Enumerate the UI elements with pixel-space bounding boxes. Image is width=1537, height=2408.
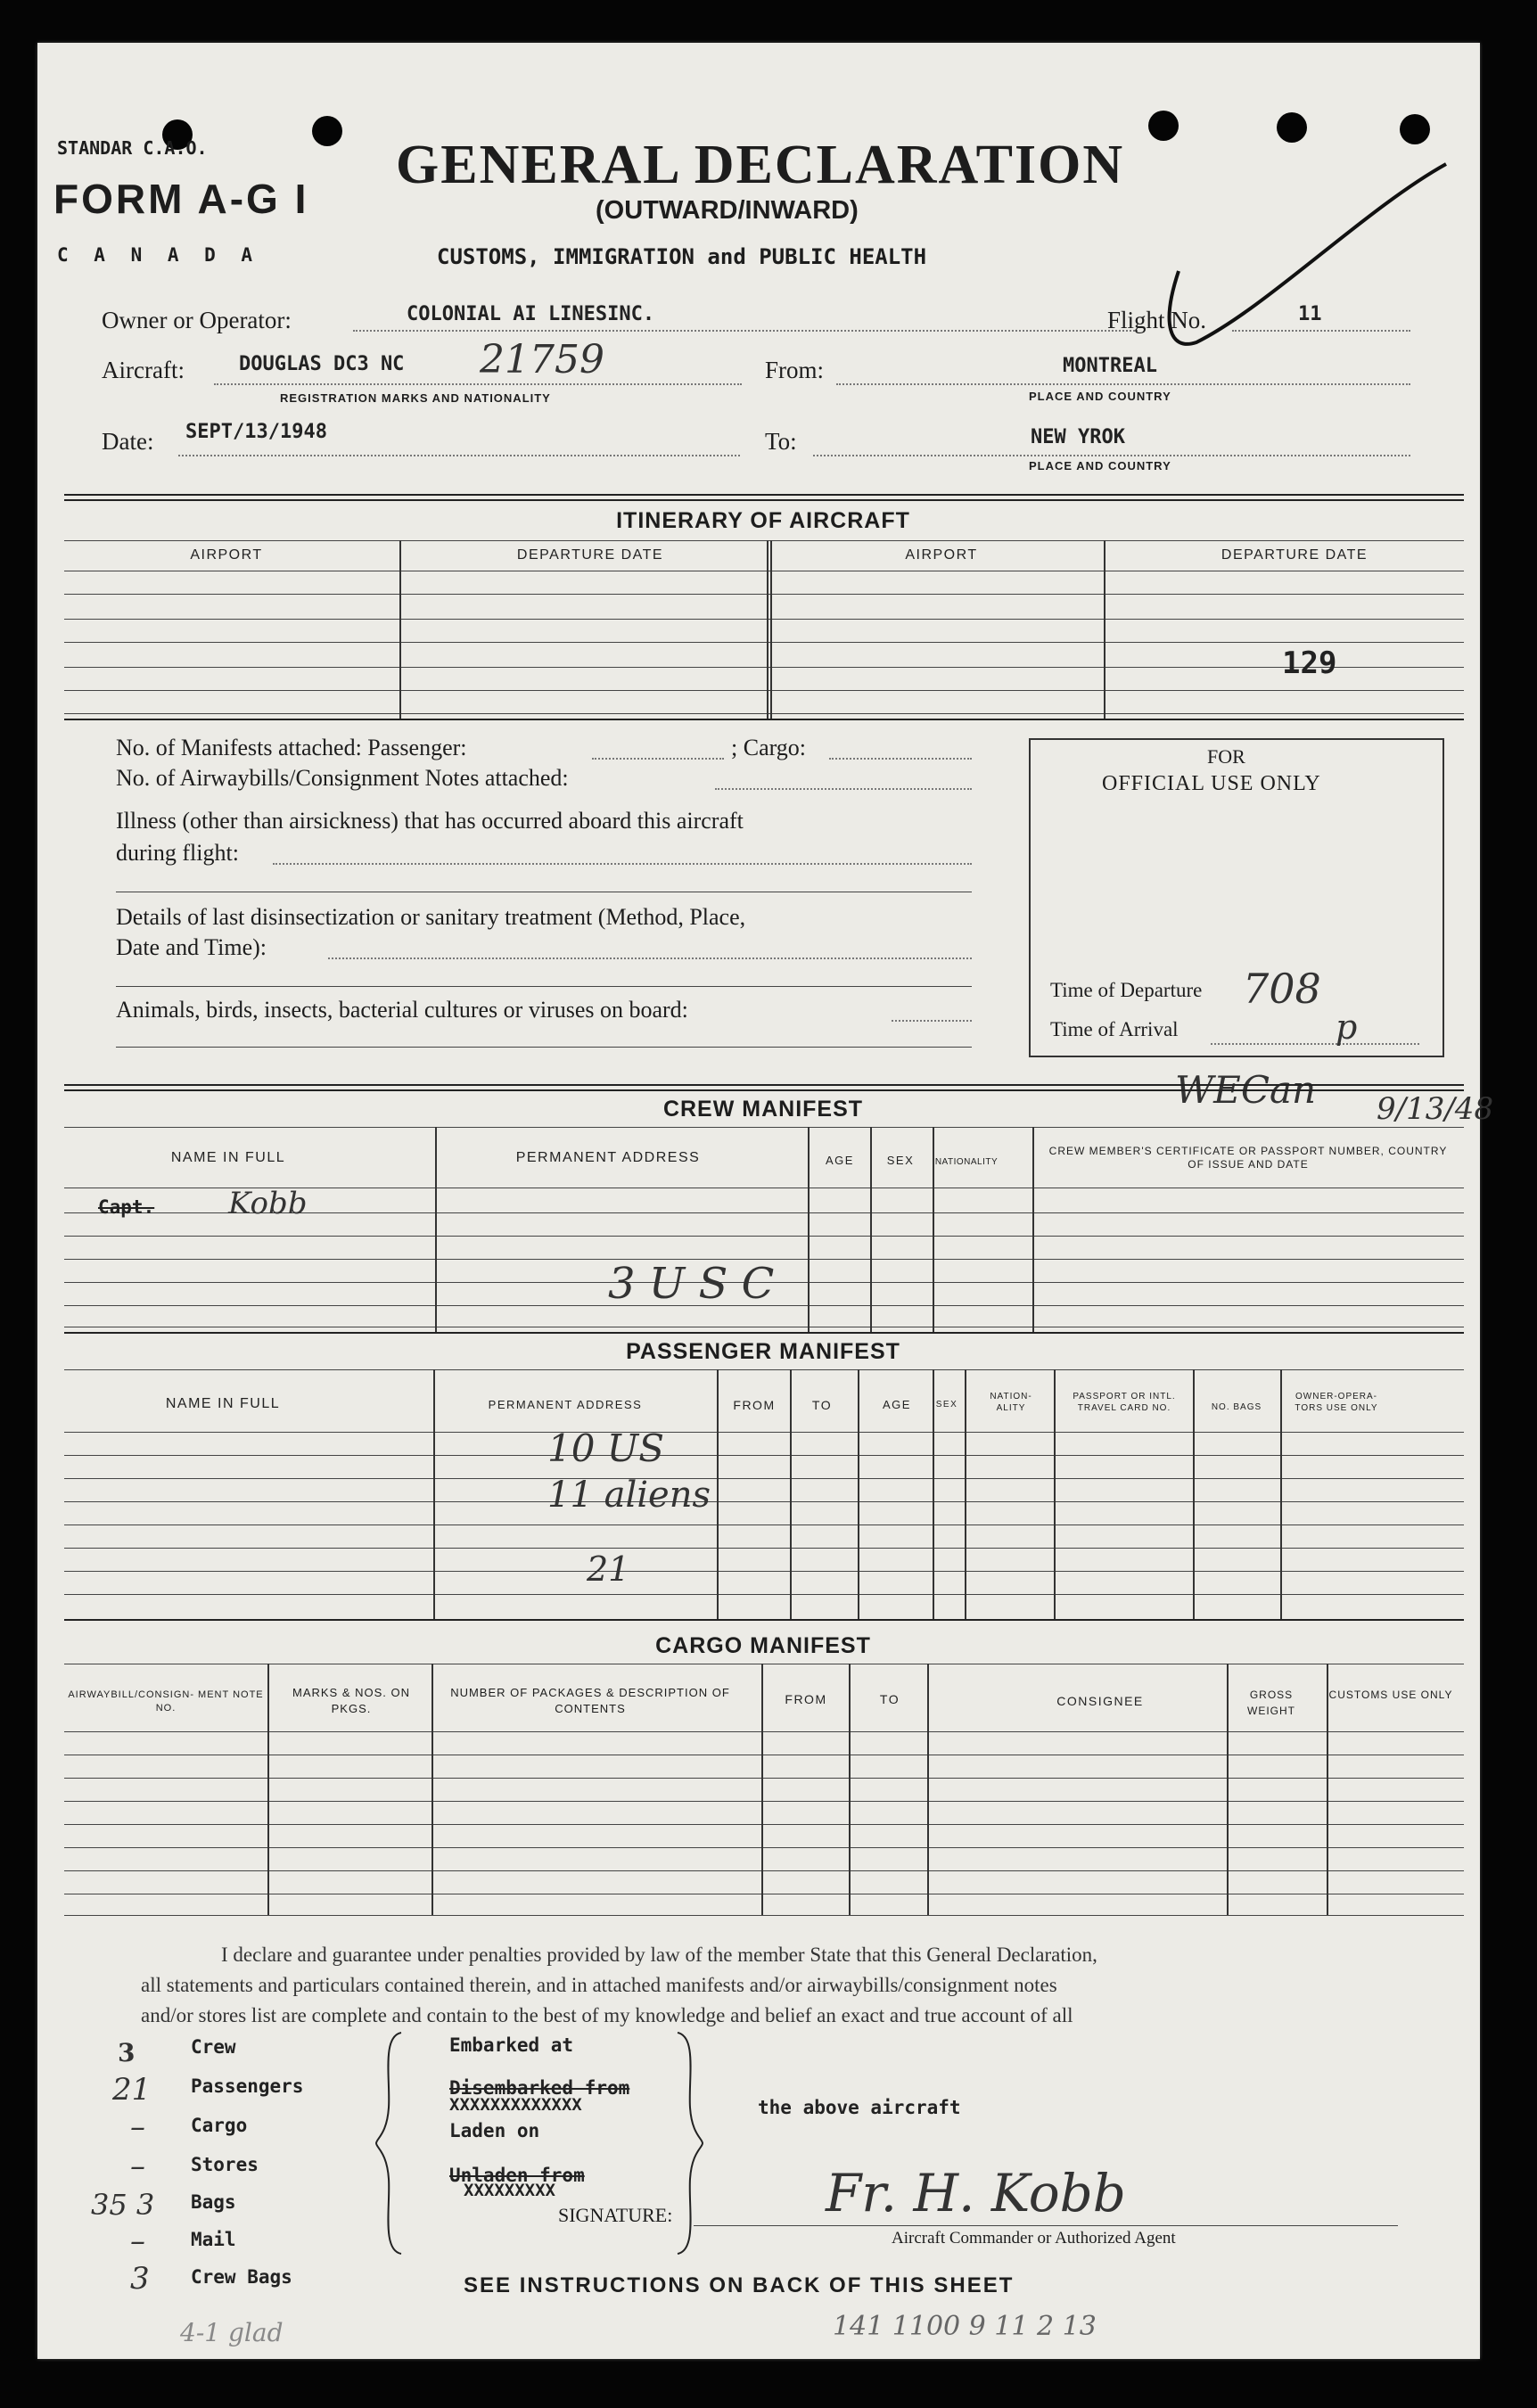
declaration-line-3: and/or stores list are complete and contain to the best of my knowledge and belief an exact and true account of all [141,2004,1073,2026]
passenger-col-bags: NO. BAGS [1211,1402,1262,1412]
count-passengers-label: Passengers [191,2075,304,2097]
itinerary-col-airport-2: AIRPORT [905,547,978,563]
unladen-label: Unladen from [449,2165,585,2186]
brace-right [672,2027,708,2259]
count-crew-value: 3 [118,2038,136,2067]
count-stores-value: – [130,2149,145,2184]
passenger-col-to: TO [811,1398,833,1412]
cargo-col-customs: CUSTOMS USE ONLY [1328,1689,1453,1701]
count-mail-value: – [130,2223,145,2259]
count-row-cargo [91,2111,412,2150]
passenger-col-passport: PASSPORT OR INTL. TRAVEL CARD NO. [1073,1392,1176,1413]
count-stores-label: Stores [191,2154,259,2175]
airwaybills-label: No. of Airwaybills/Consignment Notes attached: [116,765,569,791]
count-row-bags [91,2190,412,2225]
passenger-manifest-title: PASSENGER MANIFEST [626,1339,900,1364]
count-crew-bags-label: Crew Bags [191,2266,292,2288]
passenger-handwritten-us: 10 US [547,1426,664,1470]
brace-left [374,2027,410,2259]
registration-caption: REGISTRATION MARKS AND NATIONALITY [280,391,551,405]
time-of-arrival-label: Time of Arrival [1050,1018,1179,1040]
cargo-manifest-title: CARGO MANIFEST [655,1633,871,1658]
unladen-strikeout: XXXXXXXXX [464,2181,555,2200]
passenger-handwritten-aliens: 11 aliens [547,1475,711,1516]
itinerary-col-departure-2: DEPARTURE DATE [1221,547,1369,563]
cargo-col-consignee: CONSIGNEE [1056,1694,1144,1708]
instructions-note: SEE INSTRUCTIONS ON BACK OF THIS SHEET [464,2273,1015,2297]
passenger-col-sex: SEX [935,1400,958,1409]
count-row-crew [91,2033,412,2072]
count-row-stores [91,2150,412,2190]
official-for: FOR [1207,745,1245,768]
passenger-col-owner: OWNER-OPERA- TORS USE ONLY [1295,1392,1378,1413]
punch-hole [312,116,342,146]
crew-col-nationality: NATIONALITY [934,1157,999,1167]
itinerary-stamp-number: 129 [1282,645,1337,681]
declaration-line-1: I declare and guarantee under penalties provided by law of the member State that this General Declaration, [221,1944,1097,1966]
customs-line: CUSTOMS, IMMIGRATION and PUBLIC HEALTH [437,244,927,269]
handwritten-time-suffix: p [1336,1007,1358,1047]
aircraft-registration-handwritten: 21759 [480,337,604,382]
cargo-label: ; Cargo: [731,735,807,760]
embarked-label: Embarked at [449,2034,574,2056]
signature-caption: Aircraft Commander or Authorized Agent [892,2229,1176,2248]
count-row-crew-bags [91,2263,412,2302]
disembarked-label: Disembarked from [449,2077,630,2099]
count-passengers-value: 21 [112,2072,152,2108]
itinerary-title: ITINERARY OF AIRCRAFT [616,508,910,533]
from-label: From: [765,357,825,383]
count-crew-label: Crew [191,2036,236,2058]
crew-col-age: AGE [826,1154,854,1167]
form-subtitle: (OUTWARD/INWARD) [596,196,859,225]
signature-handwritten: Fr. H. Kobb [826,2163,1126,2223]
passenger-col-name: NAME IN FULL [165,1396,281,1411]
country-label: C A N A D A [57,244,260,266]
place-caption: PLACE AND COUNTRY [1029,390,1171,403]
passenger-col-age: AGE [883,1398,911,1411]
time-of-departure-label: Time of Departure [1050,979,1203,1001]
handwritten-initials: WECan [1175,1068,1317,1112]
crew-col-name: NAME IN FULL [170,1150,286,1165]
count-cargo-value: – [130,2109,145,2145]
aircraft-label: Aircraft: [102,357,185,383]
owner-label: Owner or Operator: [102,307,292,333]
to-value: NEW YROK [1031,426,1125,448]
counts-list [91,2033,412,2302]
owner-value: COLONIAL AI LINESINC. [407,303,655,325]
cargo-col-to: TO [879,1692,900,1706]
disinsectization-label: Details of last disinsectization or sanitary treatment (Method, Place, [116,904,746,930]
above-aircraft: the above aircraft [758,2097,961,2118]
count-crew-bags-value: 3 [130,2261,150,2297]
itinerary-col-departure: DEPARTURE DATE [516,547,664,563]
count-cargo-label: Cargo [191,2115,248,2136]
disembarked-strikeout: XXXXXXXXXXXXX [449,2095,582,2115]
cargo-col-marks: MARKS & NOS. ON PKGS. [292,1686,411,1715]
standard-label: STANDAR C.A.O. [57,137,208,159]
itinerary-col-airport: AIRPORT [190,547,263,563]
bottom-handwritten-note: 141 1100 9 11 2 13 [833,2311,1097,2342]
passenger-col-from: FROM [733,1398,776,1412]
cargo-col-packages: NUMBER OF PACKAGES & DESCRIPTION OF CONTENTS [450,1686,730,1715]
laden-label: Laden on [449,2120,540,2141]
declaration-line-2: all statements and particulars contained therein, and in attached manifests and/or airwaybills/consignment notes [141,1974,1057,1996]
form-sheet [37,43,1494,2359]
crew-col-address: PERMANENT ADDRESS [515,1150,701,1165]
signature-label: SIGNATURE: [558,2204,673,2226]
count-bags-label: Bags [191,2191,236,2213]
passenger-col-address: PERMANENT ADDRESS [488,1398,643,1411]
crew-row1-handwritten: Kobb [228,1186,308,1221]
cargo-col-weight: GROSS WEIGHT [1247,1689,1295,1717]
crew-handwritten-note: 3 U S C [608,1259,775,1309]
count-row-mail [91,2225,412,2263]
bottom-left-handwritten-note: 4-1 glad [180,2318,284,2347]
illness-label: Illness (other than airsickness) that has occurred aboard this aircraft [116,808,744,834]
date-value: SEPT/13/1948 [185,421,327,443]
passenger-handwritten-total: 21 [587,1549,630,1589]
from-value: MONTREAL [1063,355,1157,377]
handwritten-time: 708 [1243,965,1321,1013]
form-number: FORM A-G I [53,176,309,222]
count-row-passengers [91,2072,412,2111]
flight-value: 11 [1298,303,1322,325]
crew-col-certificate: CREW MEMBER'S CERTIFICATE OR PASSPORT NUMBER, COUNTRY OF ISSUE AND DATE [1048,1145,1448,1171]
illness-label-2: during flight: [116,840,239,866]
place-caption: PLACE AND COUNTRY [1029,459,1171,473]
form-title: GENERAL DECLARATION [396,135,1125,195]
to-label: To: [765,428,797,455]
official-use-title: OFFICIAL USE ONLY [1102,772,1321,795]
crew-row1-title: Capt. [98,1196,155,1218]
handwritten-date: 9/13/48 [1377,1091,1494,1127]
crew-manifest-title: CREW MANIFEST [662,1097,864,1122]
passenger-col-nationality: NATION- ALITY [990,1392,1032,1413]
flight-label: Flight No. [1107,307,1207,333]
crew-col-sex: SEX [886,1154,915,1167]
count-bags-value: 35 3 [91,2188,155,2222]
cargo-col-airwaybill: AIRWAYBILL/CONSIGN- MENT NOTE NO. [68,1689,264,1714]
cargo-col-from: FROM [785,1692,827,1706]
animals-label: Animals, birds, insects, bacterial cultures or viruses on board: [116,997,688,1023]
count-mail-label: Mail [191,2229,236,2250]
date-label: Date: [102,428,154,455]
manifests-label: No. of Manifests attached: Passenger: [116,735,467,760]
disinsectization-label-2: Date and Time): [116,934,267,960]
aircraft-value: DOUGLAS DC3 NC [239,353,405,375]
